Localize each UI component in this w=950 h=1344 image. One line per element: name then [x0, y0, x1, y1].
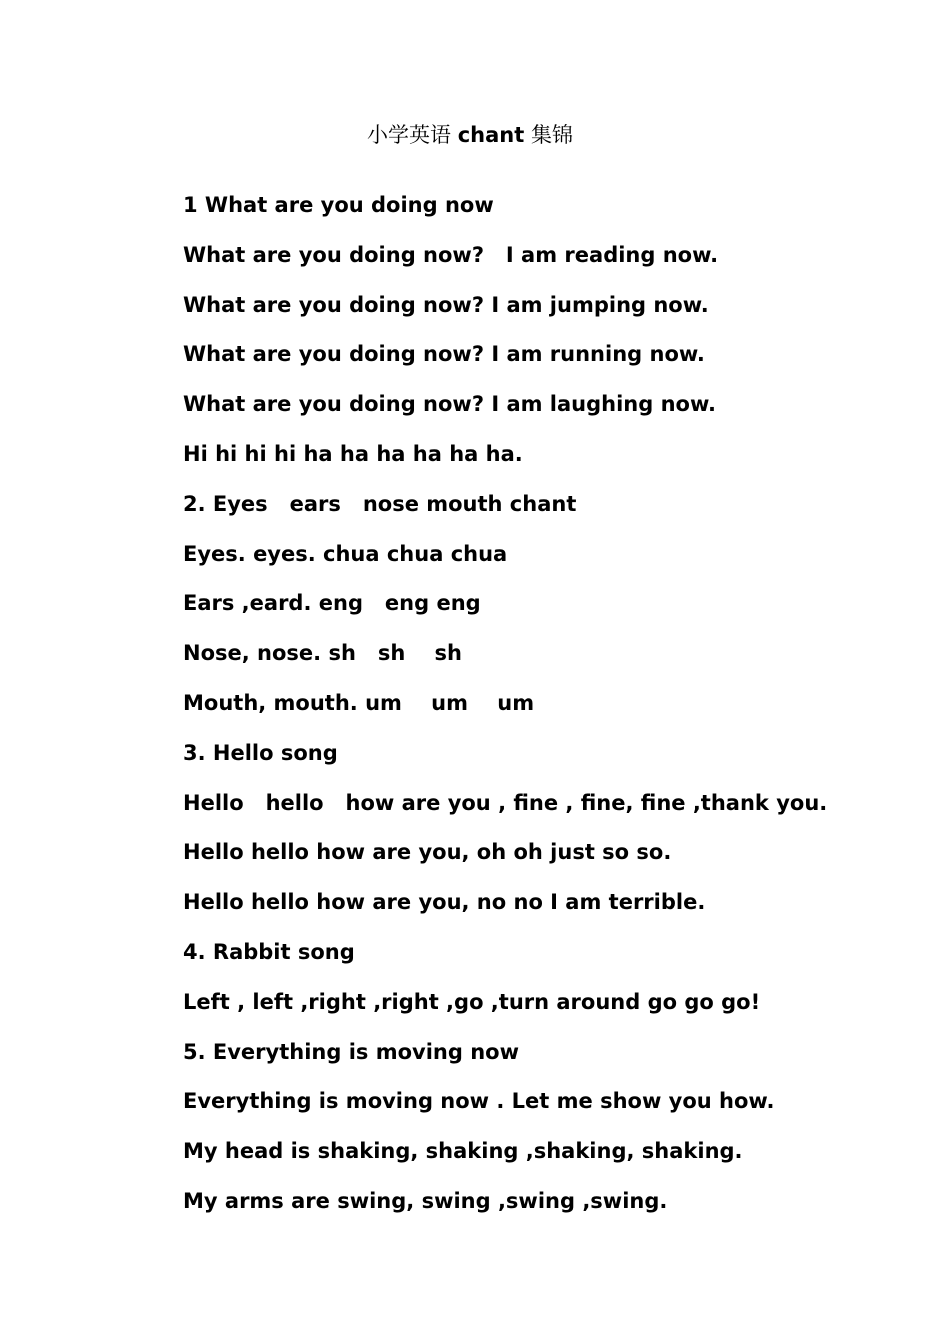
text-line: Mouth, mouth. um um um — [183, 690, 535, 715]
section-heading-rabbit-song: 4. Rabbit song — [183, 939, 355, 964]
section-heading-eyes-ears: 2. Eyes ears nose mouth chant — [183, 491, 577, 516]
section-heading-hello-song: 3. Hello song — [183, 740, 338, 765]
text-line: Hello hello how are you , fine , fine, fine ,thank you. — [183, 790, 828, 815]
text-line: Hello hello how are you, no no I am terrible. — [183, 890, 706, 915]
text-line: What are you doing now? I am laughing now. — [183, 392, 717, 417]
text-line: My arms are swing, swing ,swing ,swing. — [183, 1188, 668, 1213]
text-line: What are you doing now? I am reading now. — [183, 242, 719, 267]
text-line: Ears ,eard. eng eng eng — [183, 591, 481, 616]
document-title — [0, 120, 940, 150]
section-heading-everything-moving: 5. Everything is moving now — [183, 1039, 519, 1064]
section-heading-what-are-you-doing: 1 What are you doing now — [183, 193, 494, 217]
title-cjk-after: 集锦 — [530, 123, 573, 147]
chant-text-body — [183, 190, 923, 1236]
text-line: What are you doing now? I am running now. — [183, 342, 705, 367]
text-line: My head is shaking, shaking ,shaking, shaking. — [183, 1139, 743, 1164]
text-line: Nose, nose. sh sh sh — [183, 641, 462, 666]
text-line: Hi hi hi hi ha ha ha ha ha ha. — [183, 441, 523, 466]
text-line: Hello hello how are you, oh oh just so so. — [183, 840, 672, 865]
text-line: Left , left ,right ,right ,go ,turn around go go go! — [183, 989, 761, 1014]
title-latin: chant — [457, 123, 525, 147]
text-line: Eyes. eyes. chua chua chua — [183, 541, 508, 566]
text-line: Everything is moving now . Let me show you how. — [183, 1089, 775, 1114]
text-line: What are you doing now? I am jumping now. — [183, 292, 709, 317]
title-cjk-before: 小学英语 — [367, 123, 452, 147]
